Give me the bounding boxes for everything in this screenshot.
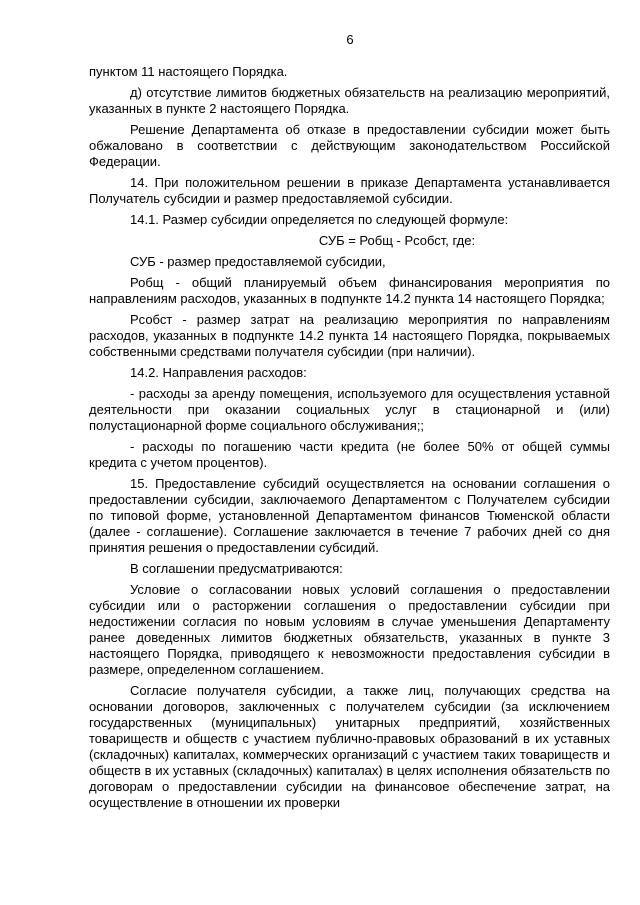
paragraph: д) отсутствие лимитов бюджетных обязательств на реализацию мероприятий, указанных в пункте 2 настоящего Порядка. (89, 85, 610, 116)
paragraph: - расходы за аренду помещения, используемого для осуществления уставной деятельности при оказании социальных услуг в стационарной и (или) полустационарной форме социального обслуживания;; (89, 386, 610, 433)
paragraph: В соглашении предусматриваются: (130, 561, 343, 576)
paragraph: Рсобст - размер затрат на реализацию мероприятия по направлениям расходов, указанных в подпункте 14.2 пункта 14 настоящего Порядка, покрываемых собственными средствами получателя субсидии (при наличии). (89, 312, 610, 359)
formula: СУБ = Робщ - Рсобст, где: (318, 233, 476, 248)
paragraph: Решение Департамента об отказе в предоставлении субсидии может быть обжаловано в соответствии с действующим законодательством Российской Федерации. (89, 122, 610, 169)
paragraph: - расходы по погашению части кредита (не более 50% от общей суммы кредита с учетом процентов). (89, 439, 610, 470)
paragraph: 14.1. Размер субсидии определяется по следующей формуле: (130, 212, 509, 227)
document-body (89, 64, 610, 816)
paragraph: пунктом 11 настоящего Порядка. (89, 64, 288, 79)
paragraph: 15. Предоставление субсидий осуществляется на основании соглашения о предоставлении субсидии, заключаемого Департаментом с Получателем субсидии по типовой форме, установленной Департаментом финансов Тюменской области (далее - соглашение). Соглашение заключается в течение 7 рабочих дней со дня принятия решения о предоставлении субсидий. (89, 476, 610, 555)
paragraph: СУБ - размер предоставляемой субсидии, (130, 254, 386, 269)
paragraph: Условие о согласовании новых условий соглашения о предоставлении субсидии или о расторжении соглашения о предоставлении субсидии при недостижении согласия по новым условиям в случае уменьшения Департаменту ранее доведенных лимитов бюджетных обязательств, указанных в пункте 3 настоящего Порядка, приводящего к невозможности предоставления субсидии в размере, определенном соглашением. (89, 582, 610, 677)
paragraph: Робщ - общий планируемый объем финансирования мероприятия по направлениям расходов, указанных в подпункте 14.2 пункта 14 настоящего Порядка; (89, 275, 610, 306)
paragraph: 14.2. Направления расходов: (130, 365, 307, 380)
paragraph: 14. При положительном решении в приказе Департамента устанавливается Получатель субсидии и размер предоставляемой субсидии. (89, 175, 610, 206)
page-number: 6 (346, 32, 354, 47)
paragraph: Согласие получателя субсидии, а также лиц, получающих средства на основании договоров, заключенных с получателем субсидии (за исключением государственных (муниципальных) унитарных предприятий, хозяйственных товариществ и обществ с участием публично-правовых образований в их уставных (складочных) капиталах, коммерческих организаций с участием таких товариществ и обществ в их уставных (складочных) капиталах) в целях исполнения обязательств по договорам о предоставлении субсидии на финансовое обеспечение затрат, на осуществление в отношении их проверки (89, 683, 610, 810)
